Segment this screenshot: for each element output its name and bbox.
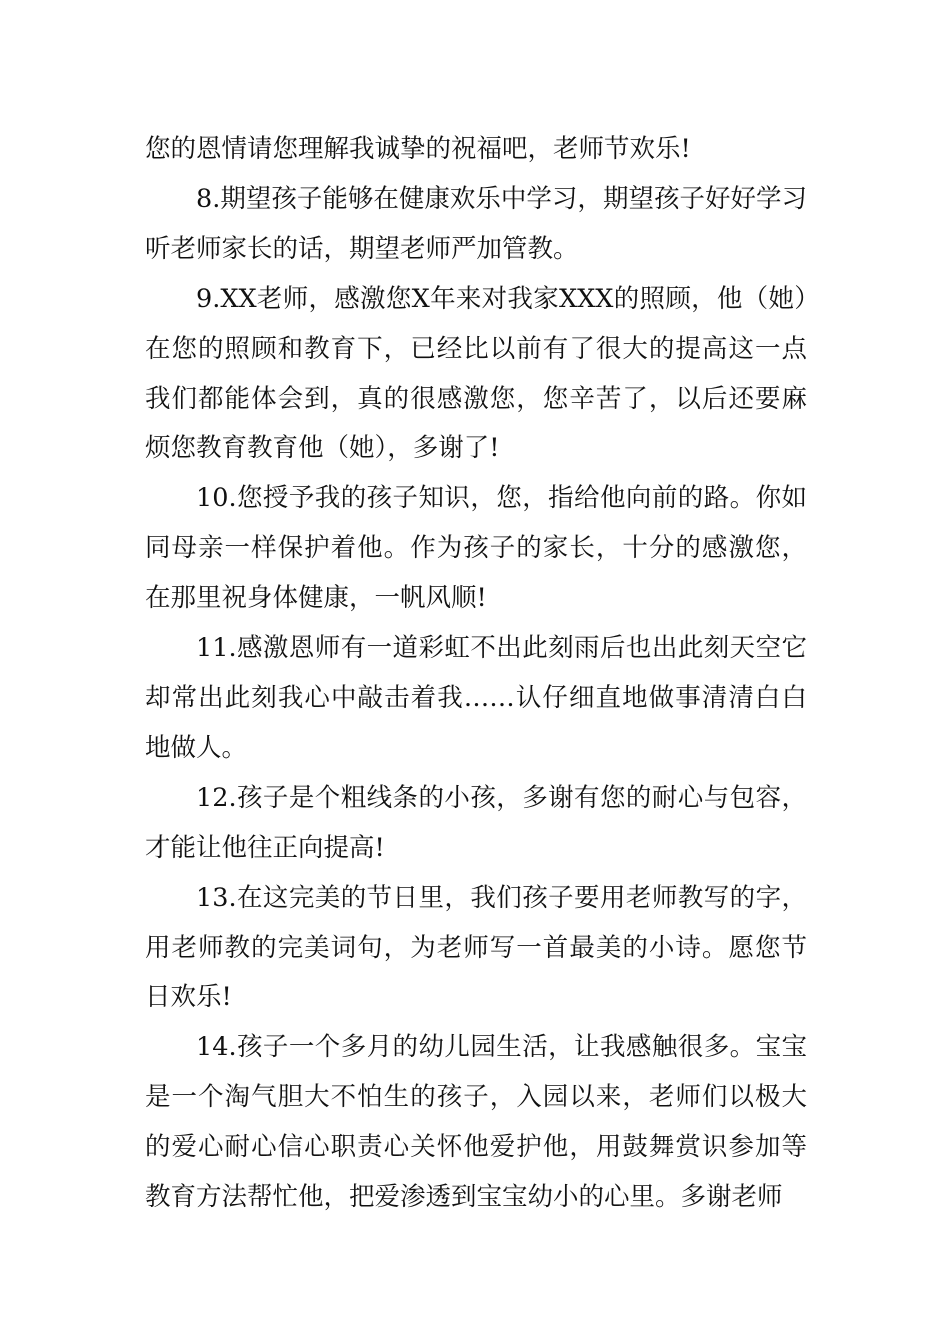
paragraph-item-10: 10.您授予我的孩子知识，您，指给他向前的路。你如同母亲一样保护着他。作为孩子的家长，十分的感激您，在那里祝身体健康，一帆风顺! bbox=[145, 483, 807, 614]
paragraph-item-14: 14.孩子一个多月的幼儿园生活，让我感触很多。宝宝是一个淘气胆大不怕生的孩子，入园以来，老师们以极大的爱心耐心信心职责心关怀他爱护他，用鼓舞赏识参加等教育方法帮忙他，把爱渗透到宝宝幼小的心里。多谢老师 bbox=[145, 1032, 807, 1213]
paragraph-item-12: 12.孩子是个粗线条的小孩，多谢有您的耐心与包容，才能让他往正向提高! bbox=[145, 782, 807, 863]
paragraph-continuation: 您的恩情请您理解我诚挚的祝福吧，老师节欢乐! bbox=[145, 134, 691, 164]
document-body bbox=[145, 125, 807, 1223]
paragraph-item-9: 9.XX老师，感激您X年来对我家XXX的照顾，他（她）在您的照顾和教育下，已经比以前有了很大的提高这一点我们都能体会到，真的很感激您，您辛苦了，以后还要麻烦您教育教育他（她），多谢了! bbox=[145, 283, 807, 464]
paragraph-item-13: 13.在这完美的节日里，我们孩子要用老师教写的字，用老师教的完美词句，为老师写一首最美的小诗。愿您节日欢乐! bbox=[145, 882, 807, 1013]
paragraph-item-8: 8.期望孩子能够在健康欢乐中学习，期望孩子好好学习听老师家长的话，期望老师严加管教。 bbox=[145, 183, 807, 264]
paragraph-item-11: 11.感激恩师有一道彩虹不出此刻雨后也出此刻天空它却常出此刻我心中敲击着我……认仔细直地做事清清白白地做人。 bbox=[145, 633, 807, 763]
